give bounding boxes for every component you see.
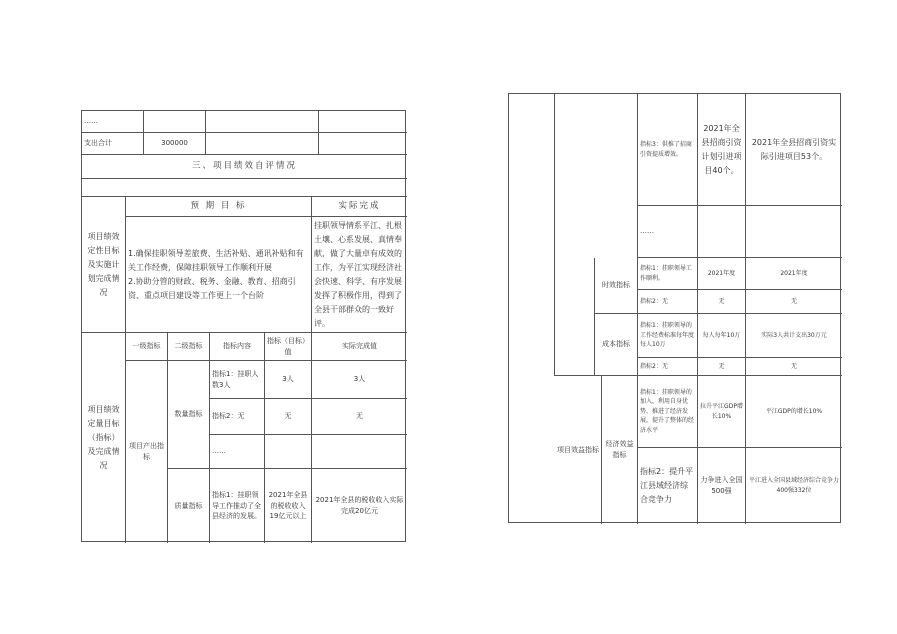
output-indicator-label: 项目产出指标 — [126, 361, 168, 543]
cost-indicator-label: 成本指标 — [594, 314, 638, 376]
dash-row: …… — [638, 206, 698, 258]
expected-goal-text: 1.确保挂职领导差旅费、生活补贴、通讯补贴和有关工作经费，保障挂职领导工作顺利开展 2.协助分管的财政、税务、金融、教育、招商引资、重点项目建设等工作更上一个台阶 — [126, 217, 312, 333]
qualitative-label: 项目绩效定性目标及实施计划完成情况 — [82, 197, 126, 333]
time-2-target: 无 — [698, 290, 746, 314]
quality-1-actual: 2021年全县的税收收入实际完成20亿元 — [315, 496, 404, 515]
benefit-indicator-label: 项目效益指标 — [555, 376, 602, 524]
economic-2-actual: 平江进入全国县域经济综合竞争力400强332位 — [748, 477, 839, 494]
indicator-d-actual: 2021年全县招商引资实际引进项目53个。 — [746, 94, 842, 206]
quantity-1-content: 指标1：挂职人数3人 — [210, 361, 265, 399]
quantity-2-content: 指标2：无 — [210, 399, 265, 435]
cost-1-actual: 实际3人共计支出30万元 — [746, 314, 842, 358]
quantity-2-actual: 无 — [312, 399, 407, 435]
total-value: 300000 — [144, 133, 206, 155]
left-page — [81, 110, 406, 542]
indicator-d-content: 指标3：供推了招商引资提质增效。 — [638, 94, 698, 206]
time-2-actual: 无 — [746, 290, 842, 314]
quantity-1-target: 3人 — [265, 361, 312, 399]
economic-1-target: 拉升平江GDP增长10% — [698, 376, 746, 448]
actual-completion-text: 挂职领导情系平江、扎根土壤、心系发展、真情奉献，做了大量卓有成效的工作，为平江实现经济社会快速、科学、有序发展发挥了积极作用，得到了全县干部群众的一致好评。 — [312, 217, 407, 333]
time-indicator-label: 时效指标 — [594, 258, 638, 314]
time-1-target: 2021年度 — [698, 258, 746, 290]
quality-1-content: 指标1：挂职领导工作推动了全县经济的发展。 — [210, 469, 265, 543]
quantity-1-actual: 3人 — [312, 361, 407, 399]
quality-indicator-label: 质量指标 — [168, 469, 210, 543]
col-content-header: 指标内容 — [210, 333, 265, 361]
dash-row-label: …… — [82, 111, 144, 133]
col-target-header: 指标（目标）值 — [265, 333, 312, 361]
quantity-3-dash: …… — [210, 435, 265, 469]
quantity-indicator-label: 数量指标 — [168, 361, 210, 469]
cost-2-actual: 无 — [746, 358, 842, 376]
section-title: 三、项目绩效自评情况 — [82, 155, 407, 179]
col-actual-header: 实际完成值 — [312, 333, 407, 361]
economic-2-target: 力争进入全国500强 — [698, 448, 746, 524]
economic-2-content: 指标2：提升平江县域经济综合竞争力 — [638, 448, 698, 524]
time-1-actual: 2021年度 — [746, 258, 842, 290]
quantity-2-target: 无 — [265, 399, 312, 435]
col-level1-header: 一级指标 — [126, 333, 168, 361]
time-1-content: 指标1：挂职领导工作顺利。 — [638, 258, 698, 290]
indicator-d-target: 2021年全县招商引资计划引进项目40个。 — [698, 94, 746, 206]
total-label: 支出合计 — [82, 133, 144, 155]
right-page — [508, 93, 841, 523]
cost-2-content: 指标2：无 — [638, 358, 698, 376]
actual-completion-header: 实际完成 — [312, 197, 407, 217]
quantitative-label: 项目绩效定量目标（指标）及完成情况 — [82, 333, 126, 543]
quality-1-target: 2021年全县的税收收入19亿元以上 — [265, 469, 312, 543]
time-2-content: 指标2：无 — [638, 290, 698, 314]
cost-1-content: 指标1：挂职领导的工作经费标准每年度每人10万 — [638, 314, 698, 358]
economic-1-content: 指标1：挂职领导的加入，利用自身优势，推进了经济发展，提升了整体的经济水平 — [638, 376, 698, 448]
cost-1-target: 每人每年10万 — [698, 314, 746, 358]
col-level2-header: 二级指标 — [168, 333, 210, 361]
economic-indicator-label: 经济效益指标 — [602, 376, 638, 524]
expected-goal-header: 预 期 目 标 — [126, 197, 312, 217]
economic-1-actual: 平江GDP的增长10% — [746, 376, 842, 448]
cost-2-target: 无 — [698, 358, 746, 376]
